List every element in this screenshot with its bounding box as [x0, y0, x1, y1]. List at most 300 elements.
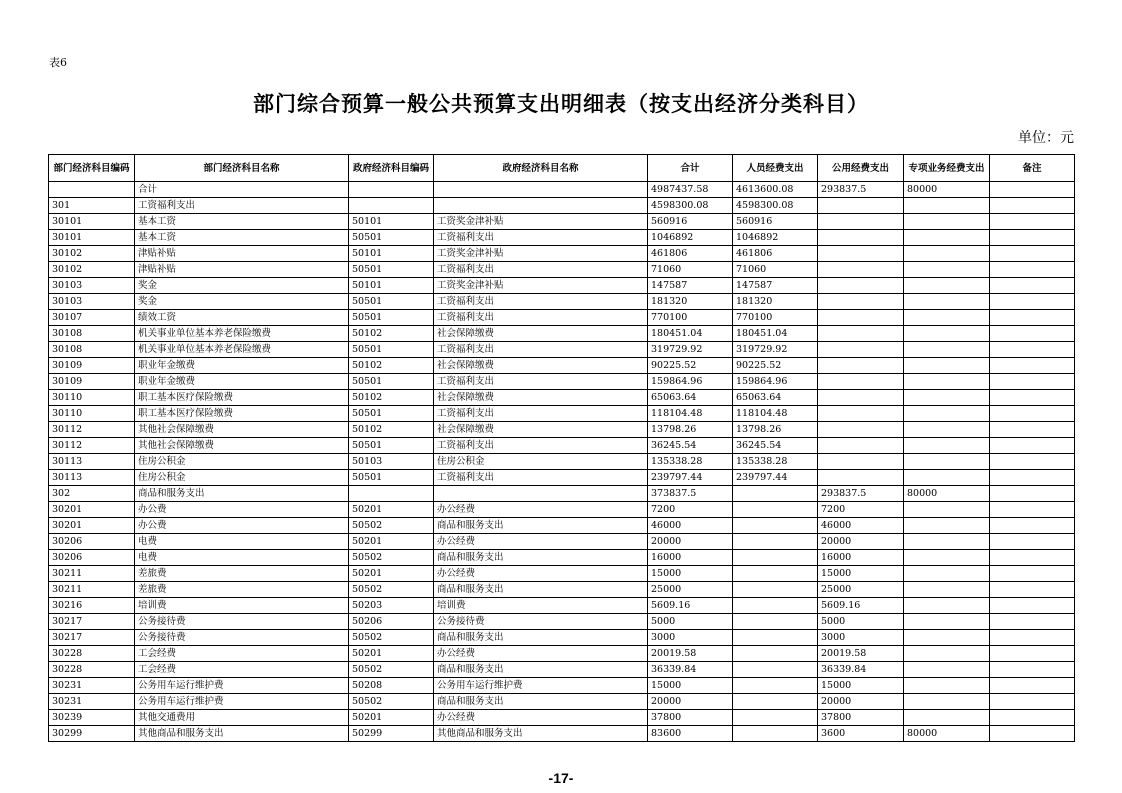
- cell-dept-code: 30112: [49, 422, 135, 438]
- cell-remarks: [990, 262, 1075, 278]
- table-row: [49, 502, 1075, 518]
- cell-dept-code: 30108: [49, 342, 135, 358]
- cell-gov-code: 50101: [349, 246, 434, 262]
- cell-gov-name: 工资福利支出: [434, 342, 648, 358]
- cell-total: 90225.52: [648, 358, 733, 374]
- cell-public: 20019.58: [818, 646, 904, 662]
- cell-personnel: [733, 726, 818, 742]
- cell-public: 293837.5: [818, 486, 904, 502]
- cell-gov-name: 商品和服务支出: [434, 662, 648, 678]
- cell-public: 20000: [818, 694, 904, 710]
- cell-dept-code: 30107: [49, 310, 135, 326]
- cell-dept-name: 基本工资: [135, 214, 349, 230]
- cell-dept-code: 30112: [49, 438, 135, 454]
- cell-public: [818, 390, 904, 406]
- cell-dept-code: 30299: [49, 726, 135, 742]
- cell-remarks: [990, 422, 1075, 438]
- cell-dept-code: 30110: [49, 390, 135, 406]
- cell-gov-name: 工资福利支出: [434, 310, 648, 326]
- cell-gov-name: 工资福利支出: [434, 374, 648, 390]
- cell-gov-code: 50501: [349, 262, 434, 278]
- cell-gov-name: 培训费: [434, 598, 648, 614]
- cell-personnel: 135338.28: [733, 454, 818, 470]
- cell-special: [904, 198, 990, 214]
- cell-public: [818, 406, 904, 422]
- cell-total: 83600: [648, 726, 733, 742]
- cell-public: [818, 246, 904, 262]
- cell-dept-name: 津贴补贴: [135, 246, 349, 262]
- cell-personnel: 319729.92: [733, 342, 818, 358]
- cell-public: 20000: [818, 534, 904, 550]
- cell-gov-code: 50208: [349, 678, 434, 694]
- cell-dept-name: 差旅费: [135, 582, 349, 598]
- col-header-special: 专项业务经费支出: [904, 155, 990, 182]
- cell-dept-code: 302: [49, 486, 135, 502]
- cell-total: 147587: [648, 278, 733, 294]
- cell-remarks: [990, 342, 1075, 358]
- cell-dept-code: 30108: [49, 326, 135, 342]
- cell-total: 20000: [648, 534, 733, 550]
- table-row: [49, 182, 1075, 198]
- cell-dept-code: 30206: [49, 534, 135, 550]
- cell-personnel: 239797.44: [733, 470, 818, 486]
- table-row: [49, 630, 1075, 646]
- cell-special: [904, 614, 990, 630]
- cell-gov-code: 50502: [349, 694, 434, 710]
- cell-personnel: [733, 518, 818, 534]
- cell-gov-name: 社会保障缴费: [434, 358, 648, 374]
- table-row: [49, 278, 1075, 294]
- cell-remarks: [990, 678, 1075, 694]
- cell-personnel: 461806: [733, 246, 818, 262]
- cell-total: 20019.58: [648, 646, 733, 662]
- cell-dept-code: 30113: [49, 470, 135, 486]
- cell-personnel: [733, 502, 818, 518]
- cell-gov-code: 50501: [349, 230, 434, 246]
- col-header-remarks: 备注: [990, 155, 1075, 182]
- table-row: [49, 582, 1075, 598]
- cell-dept-code: 30216: [49, 598, 135, 614]
- cell-special: [904, 534, 990, 550]
- col-header-gov-code: 政府经济科目编码: [349, 155, 434, 182]
- cell-total: 36339.84: [648, 662, 733, 678]
- table-row: [49, 374, 1075, 390]
- cell-gov-name: [434, 182, 648, 198]
- cell-public: [818, 278, 904, 294]
- cell-gov-name: 商品和服务支出: [434, 582, 648, 598]
- table-row: [49, 342, 1075, 358]
- cell-special: [904, 598, 990, 614]
- expenditure-table: [48, 154, 1075, 742]
- table-row: [49, 486, 1075, 502]
- cell-total: 181320: [648, 294, 733, 310]
- col-header-public: 公用经费支出: [818, 155, 904, 182]
- col-header-dept-code: 部门经济科目编码: [49, 155, 135, 182]
- cell-dept-code: 30217: [49, 614, 135, 630]
- cell-dept-name: 绩效工资: [135, 310, 349, 326]
- table-row: [49, 422, 1075, 438]
- cell-personnel: [733, 614, 818, 630]
- cell-public: 37800: [818, 710, 904, 726]
- cell-personnel: 181320: [733, 294, 818, 310]
- cell-dept-code: 30228: [49, 646, 135, 662]
- cell-dept-code: 30231: [49, 694, 135, 710]
- cell-special: [904, 438, 990, 454]
- cell-dept-code: 30109: [49, 374, 135, 390]
- cell-dept-code: 30211: [49, 582, 135, 598]
- cell-public: [818, 230, 904, 246]
- cell-total: 319729.92: [648, 342, 733, 358]
- cell-total: 15000: [648, 566, 733, 582]
- cell-personnel: 118104.48: [733, 406, 818, 422]
- cell-total: 560916: [648, 214, 733, 230]
- cell-remarks: [990, 358, 1075, 374]
- cell-special: [904, 518, 990, 534]
- cell-dept-code: 30110: [49, 406, 135, 422]
- cell-gov-name: 工资奖金津补贴: [434, 214, 648, 230]
- cell-total: 25000: [648, 582, 733, 598]
- cell-gov-name: 商品和服务支出: [434, 694, 648, 710]
- cell-dept-code: 30228: [49, 662, 135, 678]
- cell-remarks: [990, 582, 1075, 598]
- cell-gov-code: 50206: [349, 614, 434, 630]
- cell-gov-name: 工资福利支出: [434, 230, 648, 246]
- cell-special: [904, 262, 990, 278]
- cell-remarks: [990, 598, 1075, 614]
- cell-gov-code: 50201: [349, 566, 434, 582]
- cell-dept-code: 30217: [49, 630, 135, 646]
- cell-dept-code: 30201: [49, 518, 135, 534]
- cell-remarks: [990, 454, 1075, 470]
- cell-dept-name: 其他商品和服务支出: [135, 726, 349, 742]
- cell-total: 180451.04: [648, 326, 733, 342]
- cell-dept-name: 公务用车运行维护费: [135, 694, 349, 710]
- cell-dept-name: 公务接待费: [135, 614, 349, 630]
- cell-gov-name: 其他商品和服务支出: [434, 726, 648, 742]
- cell-gov-name: 办公经费: [434, 502, 648, 518]
- table-row: [49, 662, 1075, 678]
- cell-special: [904, 422, 990, 438]
- cell-special: [904, 646, 990, 662]
- cell-dept-name: 机关事业单位基本养老保险缴费: [135, 326, 349, 342]
- cell-special: 80000: [904, 486, 990, 502]
- table-body: [49, 182, 1075, 742]
- cell-special: [904, 358, 990, 374]
- cell-dept-code: 30102: [49, 246, 135, 262]
- cell-personnel: [733, 566, 818, 582]
- cell-remarks: [990, 326, 1075, 342]
- cell-remarks: [990, 710, 1075, 726]
- cell-public: [818, 214, 904, 230]
- cell-personnel: [733, 550, 818, 566]
- cell-dept-name: 办公费: [135, 518, 349, 534]
- cell-total: 373837.5: [648, 486, 733, 502]
- cell-dept-name: 工会经费: [135, 662, 349, 678]
- cell-dept-code: 30211: [49, 566, 135, 582]
- cell-special: [904, 390, 990, 406]
- cell-gov-code: [349, 486, 434, 502]
- cell-special: [904, 470, 990, 486]
- cell-personnel: [733, 662, 818, 678]
- cell-public: [818, 310, 904, 326]
- cell-dept-name: 机关事业单位基本养老保险缴费: [135, 342, 349, 358]
- cell-gov-code: 50203: [349, 598, 434, 614]
- table-row: [49, 198, 1075, 214]
- col-header-dept-name: 部门经济科目名称: [135, 155, 349, 182]
- col-header-personnel: 人员经费支出: [733, 155, 818, 182]
- cell-dept-name: 培训费: [135, 598, 349, 614]
- cell-special: 80000: [904, 726, 990, 742]
- cell-gov-name: 工资福利支出: [434, 294, 648, 310]
- cell-dept-code: 30231: [49, 678, 135, 694]
- table-row: [49, 566, 1075, 582]
- cell-remarks: [990, 310, 1075, 326]
- cell-remarks: [990, 182, 1075, 198]
- cell-public: [818, 374, 904, 390]
- cell-public: [818, 294, 904, 310]
- table-row: [49, 310, 1075, 326]
- cell-public: 7200: [818, 502, 904, 518]
- cell-dept-name: 职业年金缴费: [135, 358, 349, 374]
- cell-gov-name: [434, 486, 648, 502]
- unit-label: 单位：元: [1018, 130, 1074, 146]
- cell-dept-code: 30102: [49, 262, 135, 278]
- cell-special: [904, 454, 990, 470]
- cell-total: 3000: [648, 630, 733, 646]
- cell-public: 25000: [818, 582, 904, 598]
- cell-personnel: 65063.64: [733, 390, 818, 406]
- cell-gov-name: 住房公积金: [434, 454, 648, 470]
- cell-remarks: [990, 550, 1075, 566]
- cell-remarks: [990, 630, 1075, 646]
- cell-gov-code: 50501: [349, 294, 434, 310]
- cell-special: [904, 294, 990, 310]
- cell-remarks: [990, 470, 1075, 486]
- cell-remarks: [990, 566, 1075, 582]
- cell-dept-code: 30101: [49, 230, 135, 246]
- cell-gov-code: 50201: [349, 646, 434, 662]
- cell-dept-name: 工会经费: [135, 646, 349, 662]
- cell-personnel: 4598300.08: [733, 198, 818, 214]
- cell-special: [904, 246, 990, 262]
- cell-special: [904, 278, 990, 294]
- cell-remarks: [990, 518, 1075, 534]
- cell-total: 5000: [648, 614, 733, 630]
- table-row: [49, 694, 1075, 710]
- cell-public: 15000: [818, 566, 904, 582]
- cell-public: 5000: [818, 614, 904, 630]
- cell-gov-code: 50501: [349, 342, 434, 358]
- cell-special: [904, 566, 990, 582]
- table-row: [49, 470, 1075, 486]
- cell-personnel: [733, 678, 818, 694]
- cell-special: [904, 310, 990, 326]
- page-number: -17-: [548, 770, 574, 786]
- cell-special: [904, 630, 990, 646]
- cell-total: 15000: [648, 678, 733, 694]
- cell-special: [904, 550, 990, 566]
- cell-gov-name: 工资福利支出: [434, 262, 648, 278]
- cell-total: 1046892: [648, 230, 733, 246]
- cell-total: 46000: [648, 518, 733, 534]
- cell-gov-name: 工资奖金津补贴: [434, 278, 648, 294]
- cell-personnel: [733, 486, 818, 502]
- cell-dept-name: 职工基本医疗保险缴费: [135, 390, 349, 406]
- header-row: [49, 155, 1075, 182]
- cell-public: 5609.16: [818, 598, 904, 614]
- cell-gov-code: 50102: [349, 358, 434, 374]
- cell-total: 461806: [648, 246, 733, 262]
- cell-personnel: [733, 710, 818, 726]
- cell-remarks: [990, 614, 1075, 630]
- cell-total: 7200: [648, 502, 733, 518]
- cell-dept-name: 其他社会保障缴费: [135, 438, 349, 454]
- table-row: [49, 710, 1075, 726]
- cell-remarks: [990, 726, 1075, 742]
- table-row: [49, 550, 1075, 566]
- table-row: [49, 326, 1075, 342]
- cell-dept-code: 30109: [49, 358, 135, 374]
- cell-remarks: [990, 390, 1075, 406]
- cell-gov-name: 工资奖金津补贴: [434, 246, 648, 262]
- cell-total: 36245.54: [648, 438, 733, 454]
- cell-special: [904, 582, 990, 598]
- cell-gov-name: 商品和服务支出: [434, 550, 648, 566]
- cell-gov-name: 公务用车运行维护费: [434, 678, 648, 694]
- cell-personnel: 147587: [733, 278, 818, 294]
- cell-special: [904, 342, 990, 358]
- col-header-total: 合计: [648, 155, 733, 182]
- cell-gov-code: 50502: [349, 662, 434, 678]
- cell-special: [904, 710, 990, 726]
- cell-gov-name: 办公经费: [434, 566, 648, 582]
- cell-personnel: 770100: [733, 310, 818, 326]
- cell-special: [904, 694, 990, 710]
- cell-dept-name: 办公费: [135, 502, 349, 518]
- cell-public: [818, 262, 904, 278]
- cell-remarks: [990, 278, 1075, 294]
- cell-dept-name: 差旅费: [135, 566, 349, 582]
- cell-total: 118104.48: [648, 406, 733, 422]
- cell-total: 159864.96: [648, 374, 733, 390]
- cell-gov-code: 50501: [349, 406, 434, 422]
- cell-dept-name: 住房公积金: [135, 470, 349, 486]
- cell-remarks: [990, 198, 1075, 214]
- cell-personnel: 71060: [733, 262, 818, 278]
- table-row: [49, 262, 1075, 278]
- cell-public: [818, 198, 904, 214]
- cell-special: [904, 502, 990, 518]
- cell-total: 20000: [648, 694, 733, 710]
- cell-gov-name: 工资福利支出: [434, 438, 648, 454]
- cell-gov-code: 50102: [349, 326, 434, 342]
- cell-gov-code: 50201: [349, 710, 434, 726]
- cell-remarks: [990, 694, 1075, 710]
- cell-public: 16000: [818, 550, 904, 566]
- cell-personnel: 180451.04: [733, 326, 818, 342]
- cell-gov-name: 工资福利支出: [434, 470, 648, 486]
- cell-personnel: 4613600.08: [733, 182, 818, 198]
- cell-dept-code: 30103: [49, 278, 135, 294]
- cell-dept-name: 职工基本医疗保险缴费: [135, 406, 349, 422]
- cell-gov-code: 50501: [349, 470, 434, 486]
- table-row: [49, 598, 1075, 614]
- cell-gov-name: 社会保障缴费: [434, 390, 648, 406]
- cell-gov-code: 50501: [349, 374, 434, 390]
- cell-remarks: [990, 374, 1075, 390]
- cell-public: [818, 470, 904, 486]
- cell-dept-name: 公务用车运行维护费: [135, 678, 349, 694]
- table-row: [49, 214, 1075, 230]
- cell-personnel: 159864.96: [733, 374, 818, 390]
- cell-public: 15000: [818, 678, 904, 694]
- cell-dept-name: 商品和服务支出: [135, 486, 349, 502]
- cell-personnel: 13798.26: [733, 422, 818, 438]
- cell-gov-code: 50502: [349, 630, 434, 646]
- cell-gov-name: 办公经费: [434, 534, 648, 550]
- cell-gov-code: 50501: [349, 438, 434, 454]
- cell-remarks: [990, 406, 1075, 422]
- cell-gov-code: 50102: [349, 422, 434, 438]
- cell-total: 4598300.08: [648, 198, 733, 214]
- cell-special: [904, 230, 990, 246]
- cell-gov-name: 办公经费: [434, 646, 648, 662]
- table-row: [49, 646, 1075, 662]
- cell-remarks: [990, 646, 1075, 662]
- table-row: [49, 406, 1075, 422]
- cell-remarks: [990, 294, 1075, 310]
- cell-dept-name: 奖金: [135, 278, 349, 294]
- table-row: [49, 454, 1075, 470]
- table-row: [49, 358, 1075, 374]
- cell-dept-code: 30101: [49, 214, 135, 230]
- cell-public: 3000: [818, 630, 904, 646]
- cell-gov-name: 办公经费: [434, 710, 648, 726]
- cell-total: 4987437.58: [648, 182, 733, 198]
- cell-gov-code: 50201: [349, 502, 434, 518]
- cell-dept-name: 职业年金缴费: [135, 374, 349, 390]
- cell-gov-name: 社会保障缴费: [434, 422, 648, 438]
- cell-dept-code: 30206: [49, 550, 135, 566]
- cell-gov-name: 商品和服务支出: [434, 518, 648, 534]
- cell-dept-code: 301: [49, 198, 135, 214]
- cell-remarks: [990, 438, 1075, 454]
- cell-remarks: [990, 246, 1075, 262]
- cell-dept-name: 其他交通费用: [135, 710, 349, 726]
- cell-special: [904, 406, 990, 422]
- cell-total: 239797.44: [648, 470, 733, 486]
- cell-public: 3600: [818, 726, 904, 742]
- cell-gov-code: 50502: [349, 582, 434, 598]
- cell-dept-name: 其他社会保障缴费: [135, 422, 349, 438]
- cell-public: 46000: [818, 518, 904, 534]
- cell-personnel: [733, 598, 818, 614]
- cell-personnel: [733, 646, 818, 662]
- cell-gov-code: 50101: [349, 278, 434, 294]
- cell-dept-name: 住房公积金: [135, 454, 349, 470]
- cell-dept-code: 30103: [49, 294, 135, 310]
- cell-gov-code: 50101: [349, 214, 434, 230]
- cell-dept-code: [49, 182, 135, 198]
- cell-public: 293837.5: [818, 182, 904, 198]
- cell-remarks: [990, 214, 1075, 230]
- cell-special: [904, 662, 990, 678]
- cell-gov-code: 50102: [349, 390, 434, 406]
- cell-public: [818, 454, 904, 470]
- cell-gov-name: 商品和服务支出: [434, 630, 648, 646]
- cell-personnel: 36245.54: [733, 438, 818, 454]
- cell-gov-code: [349, 198, 434, 214]
